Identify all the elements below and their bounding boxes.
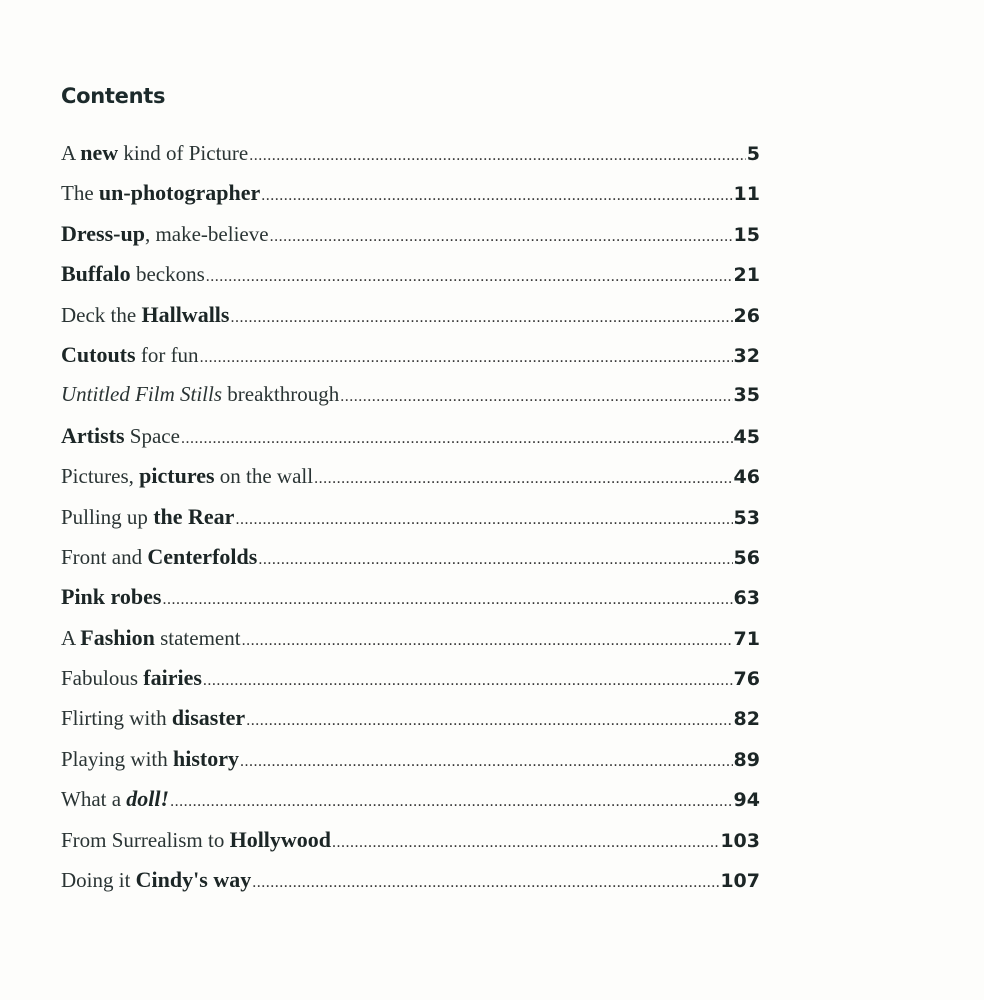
entry-title [61,746,239,772]
dot-leader [235,511,732,529]
entry-title [61,221,269,247]
dot-leader [249,147,746,165]
dot-leader [181,430,733,448]
entry-title-segment: the Rear [153,503,235,529]
entry-title-segment: What a [61,787,127,812]
toc-entry [61,180,760,220]
page-number: 5 [746,143,760,165]
entry-title-segment: Fabulous [61,666,144,691]
entry-title [61,827,331,853]
toc-entry [61,221,760,261]
toc-entry [61,140,760,180]
entry-title-segment: Dress-up [61,220,145,246]
toc-entry [61,544,760,584]
dot-leader [203,672,733,690]
entry-title-segment: Front and [61,544,148,569]
entry-title-segment: breakthrough [222,382,340,407]
toc-entry [61,261,760,301]
entry-title [61,544,257,570]
entry-title-segment: Pulling up [61,504,154,529]
page-number: 94 [733,789,760,812]
entry-title-segment: on the wall [214,464,314,489]
toc-entry [61,827,760,867]
toc-entry [61,504,760,544]
page-number: 53 [733,506,760,529]
entry-title-segment: A [61,141,81,165]
entry-title [61,382,339,407]
entry-title-segment: Centerfolds [147,543,258,569]
page-number: 76 [733,668,760,691]
page-number: 45 [733,425,760,448]
entry-title-segment: disaster [171,705,246,731]
dot-leader [242,632,733,650]
dot-leader [332,834,719,852]
entry-title-segment: Pictures, [61,464,140,489]
dot-leader [270,228,733,246]
toc-entry [61,342,760,382]
toc-entry [61,786,760,826]
dot-leader [162,591,732,609]
entry-title-segment: Pink robes [61,584,162,610]
entry-title-segment: statement [154,625,241,650]
toc-entry [61,423,760,463]
page-number: 89 [733,748,760,771]
entry-title-segment: Fashion [80,624,155,650]
entry-title [61,665,202,691]
page-number: 103 [720,829,760,852]
entry-title [61,140,248,166]
dot-leader [240,753,733,771]
page-number: 32 [733,344,760,367]
page-number: 56 [733,546,760,569]
page-number: 63 [733,587,760,610]
page-title: Contents [61,84,166,108]
entry-title-segment: new [80,140,119,165]
entry-title-segment: beckons [130,262,205,287]
entry-title [61,261,205,287]
page-number: 46 [733,466,760,489]
entry-title [61,625,241,651]
entry-title [61,504,234,530]
toc-entry [61,463,760,503]
entry-title-segment: The [61,181,99,206]
entry-title [61,423,180,449]
dot-leader [314,470,732,488]
entry-title [61,302,229,328]
entry-title-segment: fairies [143,665,202,691]
page-number: 26 [733,304,760,327]
entry-title [61,705,245,731]
entry-title [61,786,169,812]
entry-title-segment: Hollywood [229,826,332,852]
entry-title-segment: Cindy's way [135,867,252,893]
toc-entry [61,746,760,786]
entry-title [61,463,313,489]
toc-entry [61,584,760,624]
toc-entry [61,665,760,705]
entry-title-segment: Deck the [61,302,142,327]
entry-title-segment: un-photographer [98,180,261,206]
page-number: 35 [733,384,760,407]
entry-title [61,584,161,610]
entry-title-segment: Hallwalls [141,301,230,327]
dot-leader [200,349,733,367]
page-number: 71 [733,627,760,650]
entry-title-segment: Flirting with [61,706,172,731]
dot-leader [252,874,719,892]
entry-title [61,342,199,368]
entry-title-segment: , make-believe [144,221,269,246]
entry-title-segment: Cutouts [61,341,136,367]
entry-title-segment: Playing with [61,746,174,771]
entry-title-segment: From Surrealism to [61,827,230,852]
page-number: 21 [733,264,760,287]
page-number: 15 [733,223,760,246]
toc-entry [61,302,760,342]
page-number: 107 [720,870,760,893]
dot-leader [246,712,732,730]
entry-title-segment: Doing it [61,868,136,893]
entry-title-segment: history [173,745,240,771]
toc-entry [61,625,760,665]
dot-leader [340,388,732,406]
toc-entry [61,382,760,422]
dot-leader [258,551,732,569]
entry-title-segment: Untitled Film Stills [61,382,222,407]
entry-title-segment: for fun [135,342,199,367]
dot-leader [206,268,733,286]
dot-leader [261,187,732,205]
entry-title-segment: Artists [61,422,125,448]
dot-leader [230,309,732,327]
entry-title-segment: pictures [139,463,215,489]
toc-entry [61,705,760,745]
table-of-contents [61,140,760,907]
entry-title-segment: Buffalo [61,261,131,287]
page-number: 11 [733,183,760,206]
entry-title [61,180,260,206]
dot-leader [170,793,732,811]
toc-entry [61,867,760,907]
entry-title-segment: Space [124,423,180,448]
entry-title [61,867,251,893]
entry-title-segment: A [61,625,81,650]
entry-title-segment: kind of Picture [118,141,249,165]
entry-title-segment: doll! [126,786,170,812]
page-number: 82 [733,708,760,731]
